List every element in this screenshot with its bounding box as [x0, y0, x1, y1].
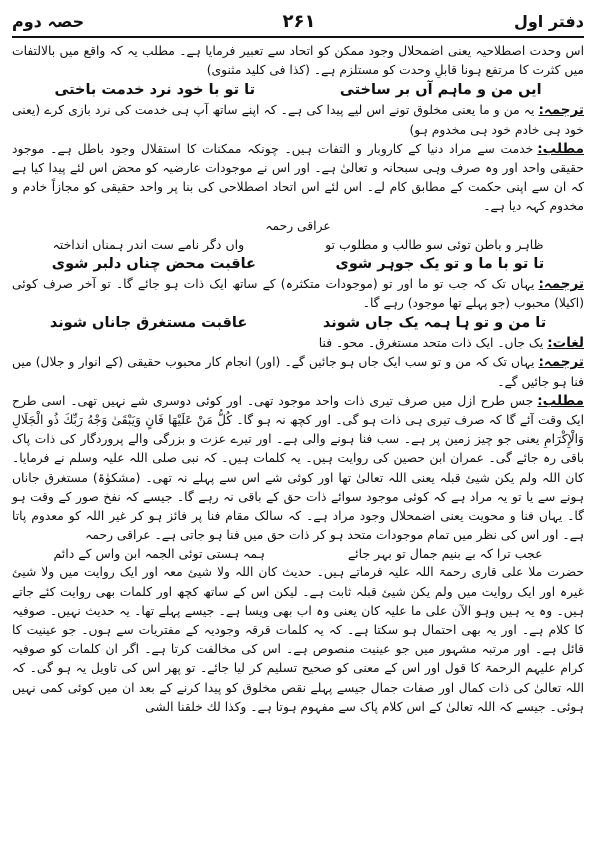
verse-hemistich-right: تا تو با ما و تو یک جوہر شوی — [335, 255, 545, 272]
paragraph-text: یہاں تک کہ من و تو سب ایک جاں ہو جائیں گے۔ (اور) انجام کار محبوب حقیقی (کے انوار و جلال) میں فنا ہو جائیں گے۔ — [12, 355, 584, 389]
text-paragraph — [12, 353, 584, 391]
page-number: ۲۶۱ — [282, 10, 316, 32]
paragraph-text: یہ من و ما یعنی مخلوق تونے اس لیے پیدا کی ہے۔ کہ اپنے ساتھ آپ ہی خدمت کی نرد بازی کرے (یعنی خود ہی خادم خود ہی مخدوم ہو) — [12, 103, 584, 137]
paragraph-label: ترجمہ: — [538, 354, 584, 371]
book-section-title: دفتر اول — [513, 11, 584, 31]
text-paragraph — [12, 392, 584, 546]
part-title: حصہ دوم — [12, 11, 85, 31]
text-paragraph — [12, 140, 584, 217]
verse-couplet — [12, 254, 584, 275]
page-header — [12, 6, 584, 38]
text-paragraph — [12, 101, 584, 139]
verse-couplet — [12, 80, 584, 101]
paragraph-text: خدمت سے مراد دنیا کے کاروبار و التفات ہیں۔ چونکہ ممکنات کا استقلال وجود باطل ہے۔ موجود حقیقی واحد اور وہ صرف وہی سبحانہ و تعالیٰ ہے۔ اور اس نے موجودات عارضیہ کو محض اس لئے پیدا کیا ہے کہ ان سے اپنی حکمت کے مطابق کام لے۔ اس لئے اس اتحاد اصطلاحی کی بنا پر واحد حقیقی کو مجازاً خادم و مخدوم کہہ دیا ہے۔ — [12, 141, 584, 214]
verse-hemistich-left: تا تو با خود نرد خدمت باختی — [54, 82, 256, 99]
verse-hemistich-right: ظاہر و باطن توئی سو طالب و مطلوب تو — [325, 236, 544, 252]
text-paragraph — [12, 217, 584, 236]
text-paragraph — [12, 42, 584, 80]
verse-hemistich-right: ایں من و ماہم آں بر ساختی — [339, 82, 542, 99]
text-paragraph — [12, 563, 584, 717]
paragraph-label: لغات: — [547, 335, 584, 352]
text-paragraph — [12, 334, 584, 353]
paragraph-text: یہاں تک کہ جب تو ما اور تو (موجودات متکثرہ) کے ساتھ ایک ذات ہو جائے گا۔ تو آخر صرف کوئی (اکیلا) محبوب (جو پہلے تھا موجود) رہے گا۔ — [12, 276, 584, 311]
paragraph-text: اس وحدت اصطلاحیہ یعنی اضمحلال وجود ممکن کو اتحاد سے تعبیر فرمایا ہے۔ مطلب یہ کہ واقع میں بالالتفات میں کثرت کا مرتفع ہونا قابلِ وحدت کو مستلزم ہے۔ (کذا فی کلید مثنوی) — [12, 44, 584, 78]
paragraph-text: جس طرح ازل میں صرف تیری ذات واحد موجود تھی۔ اور کوئی دوسری شے نہیں تھی۔ اسی طرح ایک وقت آئے گا کہ صرف تیری ہی ذات ہو گی۔ اور کچھ نہ ہو گا۔ كُلُّ مَنْ عَلَيْهَا فَانٍ وَيَبْقَىٰ وَجْهُ رَبِّكَ ذُو الْجَلَالِ وَالْإِكْرَامِ یعنی جو چیز زمین پر ہے۔ سب فنا ہونے والی ہے۔ اور تیرے عزت و بزرگی والے پروردگار کی ذات پاک باقی رہ جائے گی۔ عمران ابن حصین کی روایت ہیں۔ یہ کلمات ہیں۔ کہ نبی صلی اللہ علیہ وسلم نے فرمایا۔ کان اللہ ولم یکن شیئ قبلہ یعنی اللہ تعالیٰ تھا اور کوئی شے اس سے پہلے نہ تھی۔ (مشکوٰۃ) مستغرق جاناں ہونے سے یا تو یہ مراد ہے کہ کوئی موجود سوائے ذات حق کے باقی نہ رہے گا۔ جیسے کہ نفخ صور کے وقت ہو گا۔ یہاں فنا و محویت یعنی اضمحلال وجود مراد ہے۔ کہ سالک مقام فنا پر فائز ہو کر غیر اللہ کو معدوم پاتا ہے۔ اور اس کی نظر میں تمام موجودات متحد ہو کر ذات حق میں فنا ہو جاتی ہے۔ عراقی رحمہ — [12, 393, 584, 543]
verse-hemistich-left: عاقبت مستغرق جاناں شوند — [49, 315, 248, 332]
paragraph-label: ترجمہ: — [538, 102, 584, 119]
verse-hemistich-left: ہمہ ہستی توئی الجمہ ابن واس کے دائم — [53, 546, 265, 562]
page-body — [12, 42, 584, 717]
verse-hemistich-left: عاقبت محض چناں دلبر شوی — [51, 255, 256, 272]
paragraph-text: حضرت ملا علی قاری رحمۃ اللہ علیہ فرماتے ہیں۔ حدیث کان اللہ ولا شیئ معہ اور ایک روایت میں ولا شیئ غیرہ اور ایک روایت میں ولم یکن شیئ قبلہ ثابت ہے۔ لیکن اس کے ساتھ کچھ اور کلمات بھی روایت کئے جاتے ہیں۔ وہ یہ ہیں وہو الآن علی ما علیہ کان یعنی وہ اب بھی ویسا ہے۔ جیسے پہلے تھا۔ یہ حدیث نہیں۔ صوفیہ کا کلام ہے۔ اور یہ بھی احتمال ہو سکتا ہے۔ کہ یہ کلمات قرقہ وجودیہ کے مفتریات سے ہوں۔ جو عینیت کا قائل ہے۔ اور مرتبہ مشہور میں جو عینیت منصوص ہے۔ اس کی مخالفت کرتا ہے۔ اگر ان کلمات کو صوفیہ کرام علیہم الرحمۃ کا قول اور اس کے معنی کو صحیح تسلیم کر لیا جائے۔ تو پھر اس کی تاویل یہ ہو گی۔ کہ اللہ تعالیٰ کی ذات کمال اور صفات جمال جیسے پہلے نقص مخلوق کو پیدا کرنے کے بعد ان میں کوئی کمی نہیں ہوئی۔ جیسے کہ اللہ تعالیٰ کے اس کلام پاک سے مفہوم ہوتا ہے۔ وکذا لك خلقنا الشی — [12, 565, 584, 714]
verse-hemistich-right: عجب ترا کہ بے بنیم جمال تو بہر جائے — [347, 546, 543, 562]
verse-couplet — [12, 236, 584, 254]
paragraph-label: ترجمہ: — [538, 275, 584, 292]
paragraph-text: عراقی رحمہ — [265, 218, 331, 233]
text-paragraph — [12, 275, 584, 313]
paragraph-label: مطلب: — [537, 140, 584, 157]
verse-hemistich-right: تا من و تو ہا ہمہ یک جاں شوند — [322, 315, 547, 332]
paragraph-label: مطلب: — [537, 392, 584, 409]
paragraph-text: یک جاں۔ ایک ذات متحد مستغرق۔ محو۔ فنا — [318, 336, 544, 351]
verse-couplet — [12, 313, 584, 334]
verse-couplet — [12, 545, 584, 563]
verse-hemistich-left: واں دگر نامے ست اندر ہمناں انداختہ — [52, 236, 245, 252]
